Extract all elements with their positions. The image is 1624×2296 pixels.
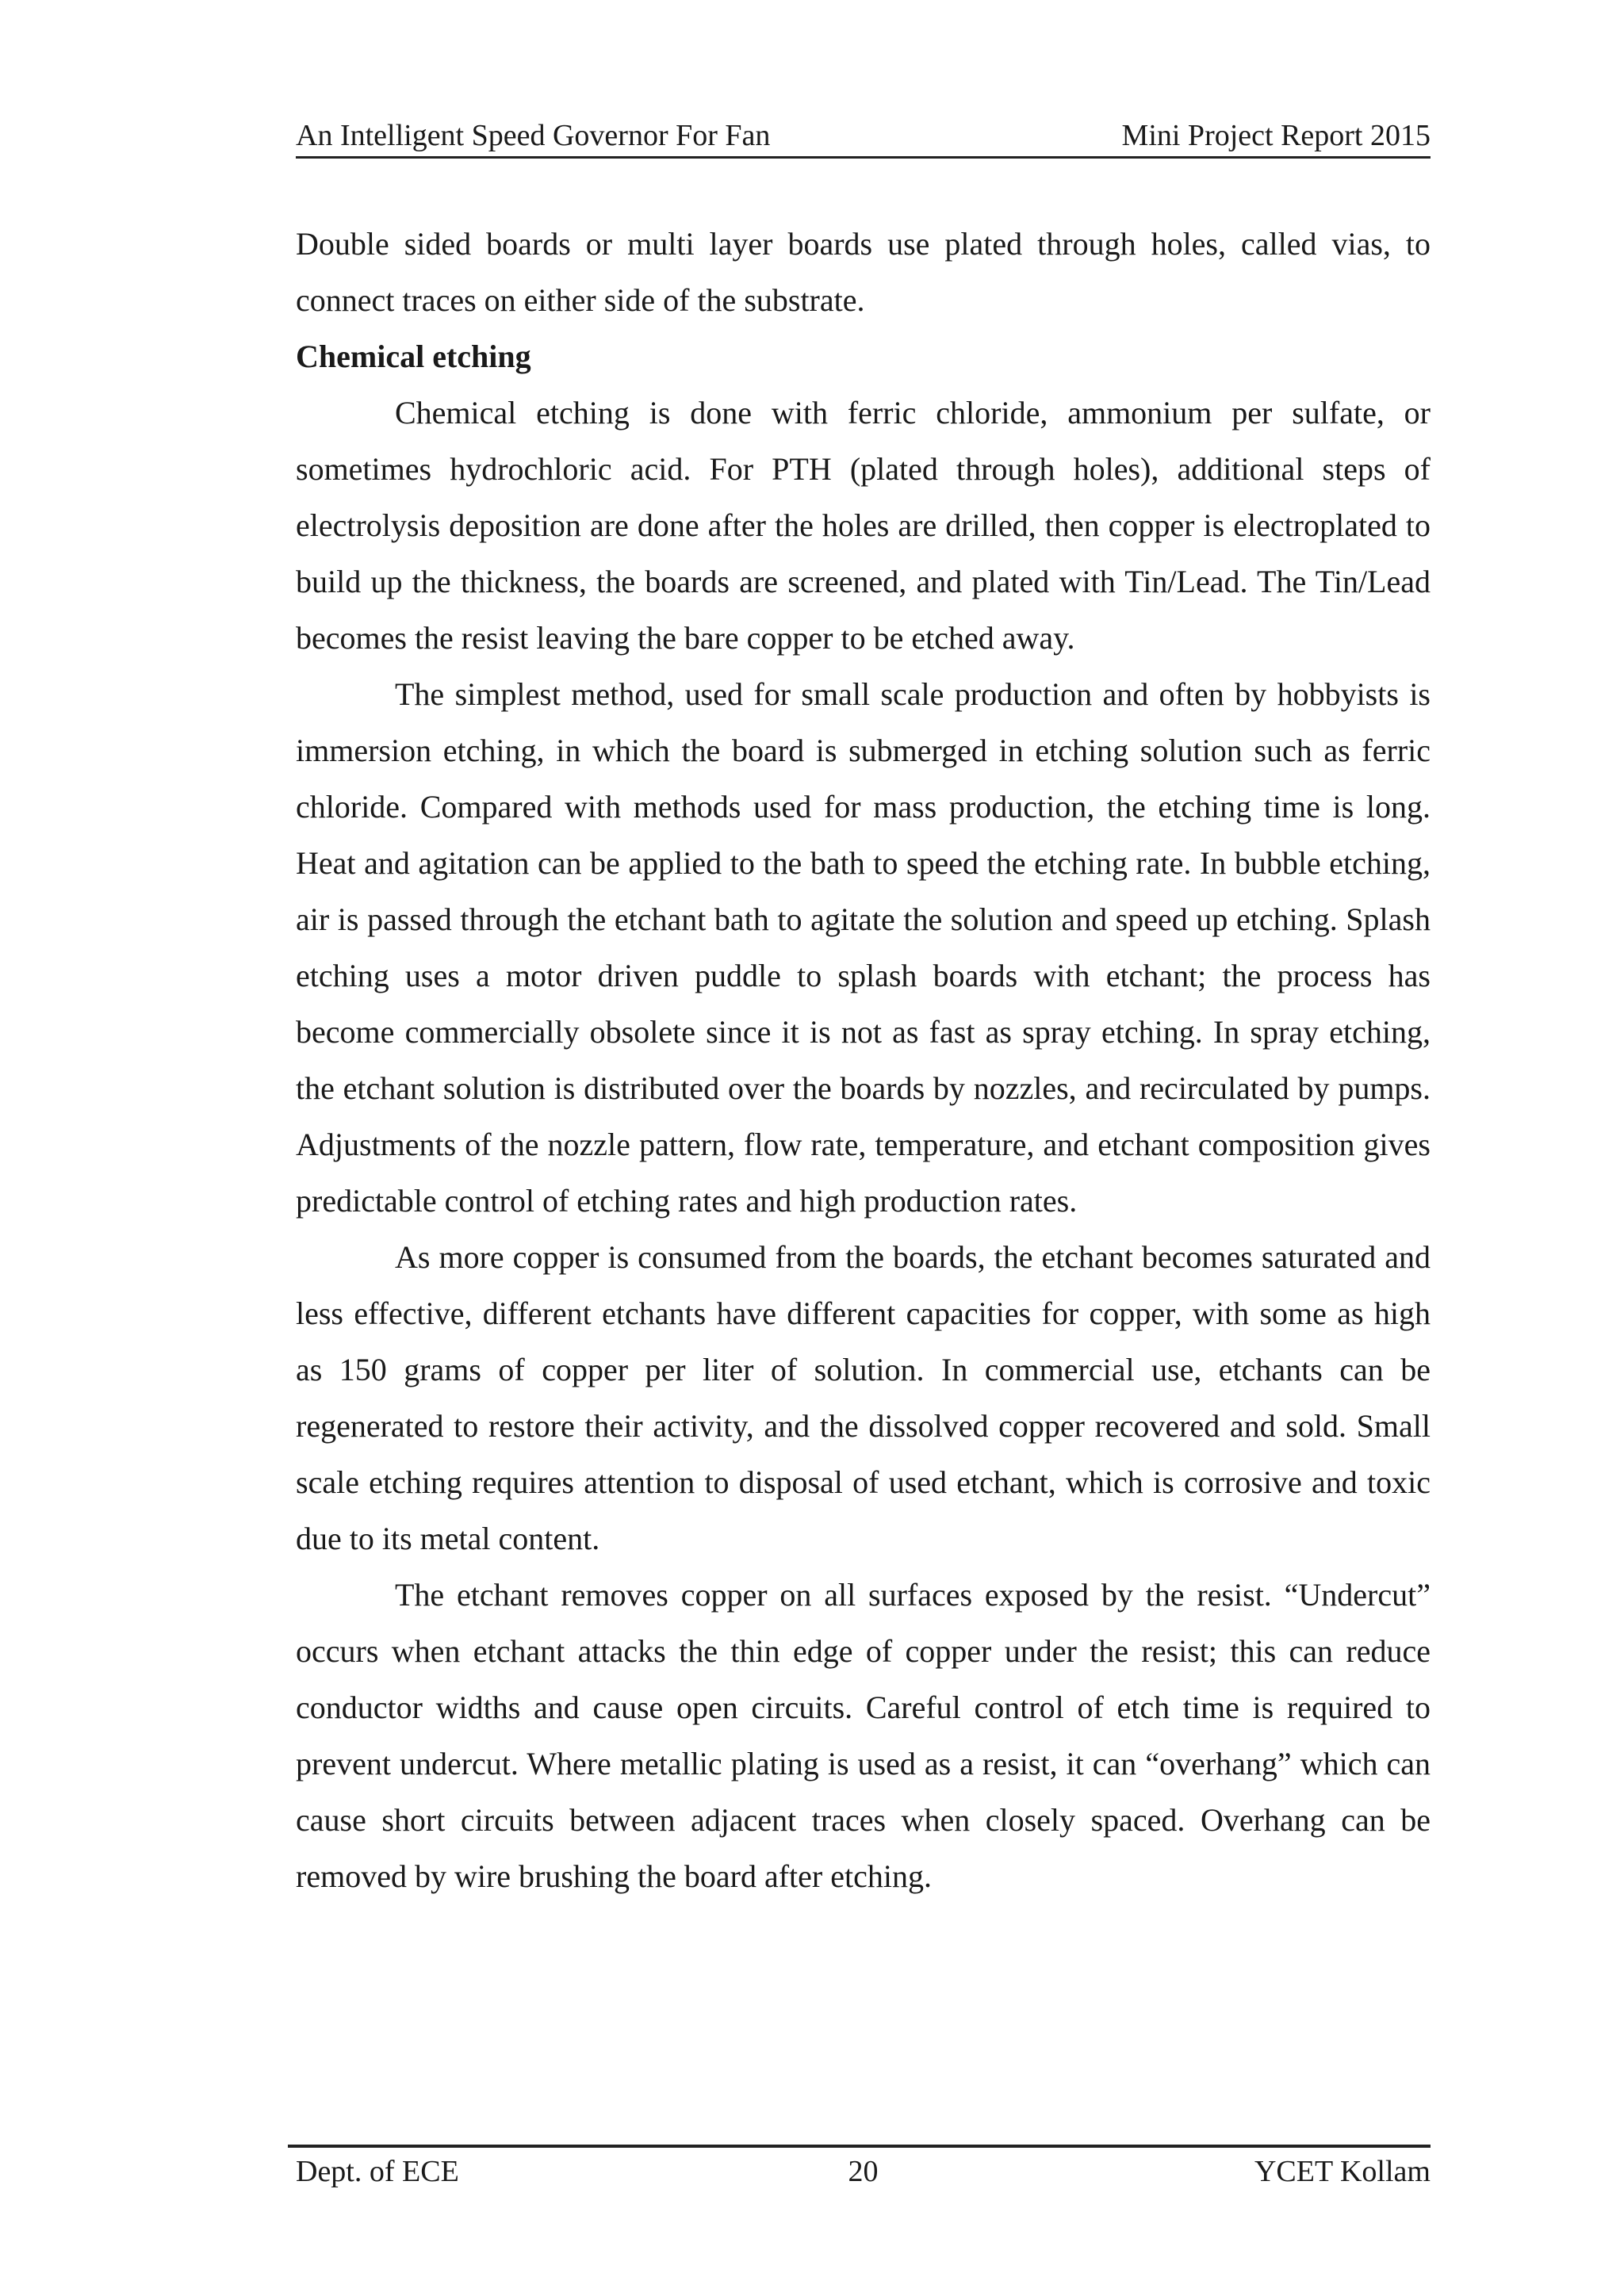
footer-institution: YCET Kollam <box>1254 2155 1431 2188</box>
intro-paragraph: Double sided boards or multi layer boards use plated through holes, called vias, to connect traces on either side of the substrate. <box>296 226 1431 318</box>
section-heading: Chemical etching <box>296 339 531 374</box>
footer-department: Dept. of ECE <box>296 2155 459 2188</box>
page-footer <box>288 2145 1431 2189</box>
header-report-label: Mini Project Report 2015 <box>1121 119 1431 152</box>
body-paragraph: The etchant removes copper on all surfaces exposed by the resist. “Undercut” occurs when etchant attacks the thin edge of copper under the resist; this can reduce conductor widths and cause open circuits. Careful control of etch time is required to prevent undercut. Where metallic plating is used as a resist, it can “overhang” which can cause short circuits between adjacent traces when closely spaced. Overhang can be removed by wire brushing the board after etching. <box>296 1577 1431 1894</box>
header-title: An Intelligent Speed Governor For Fan <box>296 119 771 152</box>
body-paragraph: Chemical etching is done with ferric chloride, ammonium per sulfate, or sometimes hydrochloric acid. For PTH (plated through holes), additional steps of electrolysis deposition are done after the holes are drilled, then copper is electroplated to build up the thickness, the boards are screened, and plated with Tin/Lead. The Tin/Lead becomes the resist leaving the bare copper to be etched away. <box>296 395 1431 656</box>
page-number: 20 <box>848 2155 879 2188</box>
page-header <box>296 111 1431 159</box>
page-content <box>296 216 1431 1904</box>
body-paragraph: As more copper is consumed from the boards, the etchant becomes saturated and less effective, different etchants have different capacities for copper, with some as high as 150 grams of copper per liter of solution. In commercial use, etchants can be regenerated to restore their activity, and the dissolved copper recovered and sold. Small scale etching requires attention to disposal of used etchant, which is corrosive and toxic due to its metal content. <box>296 1239 1431 1556</box>
body-paragraph: The simplest method, used for small scale production and often by hobbyists is immersion etching, in which the board is submerged in etching solution such as ferric chloride. Compared with methods used for mass production, the etching time is long. Heat and agitation can be applied to the bath to speed the etching rate. In bubble etching, air is passed through the etchant bath to agitate the solution and speed up etching. Splash etching uses a motor driven puddle to splash boards with etchant; the process has become commercially obsolete since it is not as fast as spray etching. In spray etching, the etchant solution is distributed over the boards by nozzles, and recirculated by pumps. Adjustments of the nozzle pattern, flow rate, temperature, and etchant composition gives predictable control of etching rates and high production rates. <box>296 676 1431 1219</box>
